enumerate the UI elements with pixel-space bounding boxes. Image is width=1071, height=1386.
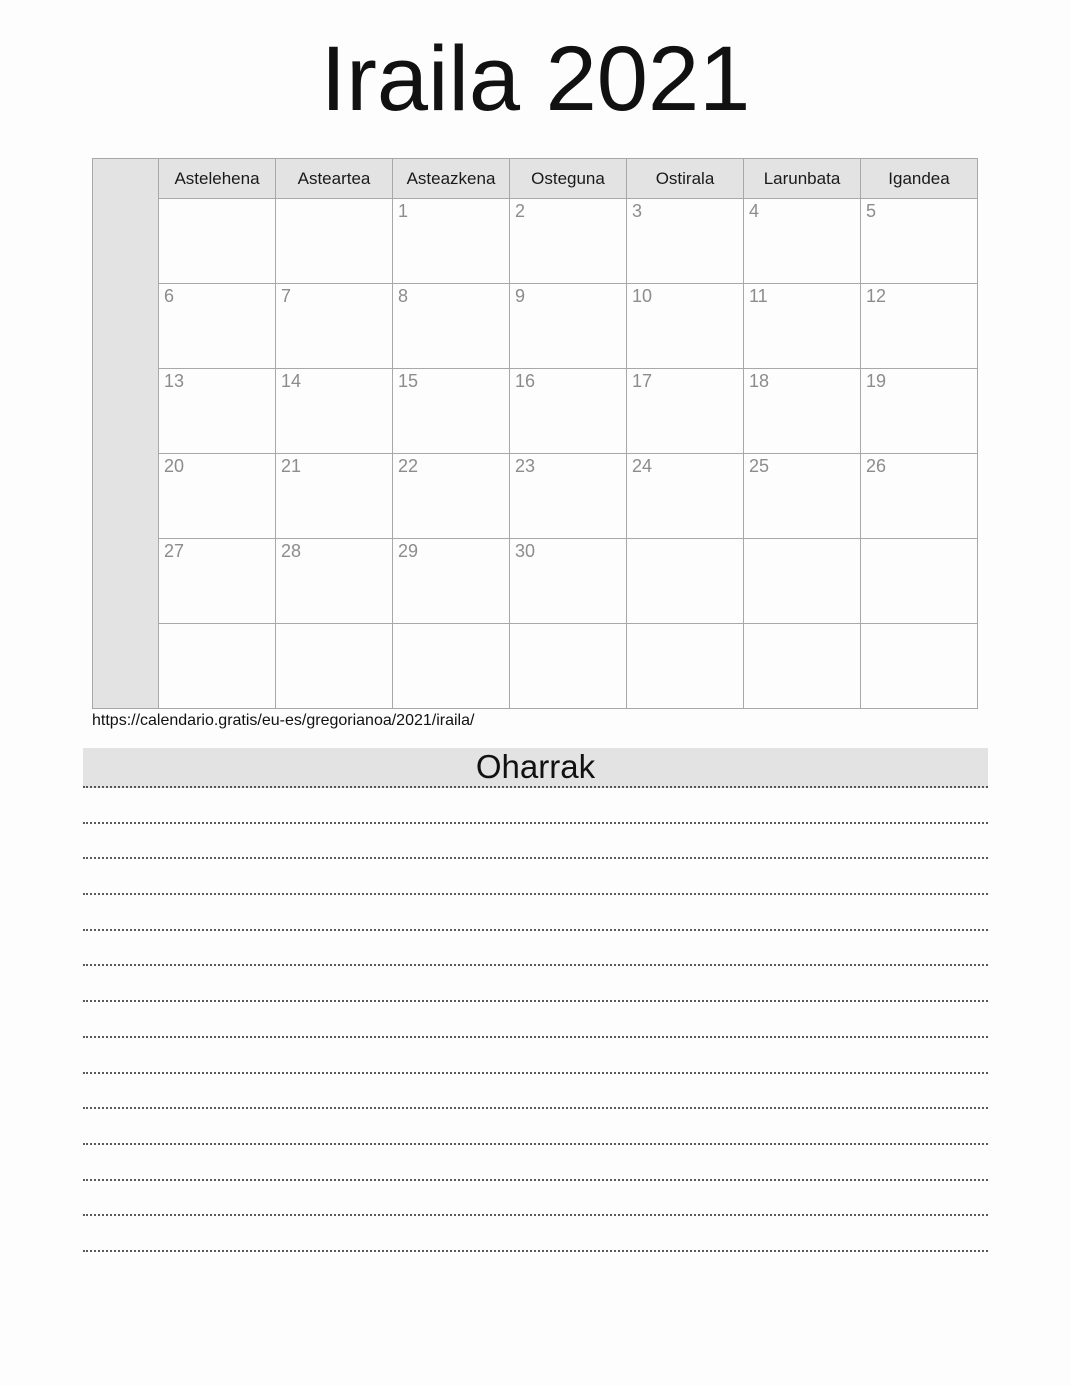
weekday-header-saturday: Larunbata: [744, 159, 861, 199]
calendar-day-cell: 13: [159, 369, 276, 454]
calendar-day-cell: 15: [393, 369, 510, 454]
calendar-day-cell: [159, 199, 276, 284]
notes-section: [83, 748, 988, 1252]
calendar-day-cell: 6: [159, 284, 276, 369]
calendar-day-cell: 2: [510, 199, 627, 284]
notes-line: [83, 788, 988, 824]
notes-line: [83, 824, 988, 860]
weekday-header-row: [93, 159, 978, 199]
notes-line: [83, 859, 988, 895]
calendar-week-row: [93, 199, 978, 284]
page-title: Iraila 2021: [320, 28, 751, 130]
notes-line: [83, 1038, 988, 1074]
calendar-day-cell: [393, 624, 510, 709]
calendar-day-cell: 20: [159, 454, 276, 539]
calendar-day-cell: 27: [159, 539, 276, 624]
calendar-table: [92, 158, 978, 709]
notes-line: [83, 931, 988, 967]
weekday-header-wednesday: Asteazkena: [393, 159, 510, 199]
calendar-day-cell: 16: [510, 369, 627, 454]
calendar-day-cell: 1: [393, 199, 510, 284]
calendar-day-cell: 8: [393, 284, 510, 369]
calendar-week-row: [93, 539, 978, 624]
calendar-day-cell: [276, 199, 393, 284]
notes-line: [83, 895, 988, 931]
calendar-side-gutter: [93, 159, 159, 709]
calendar-day-cell: 18: [744, 369, 861, 454]
calendar-day-cell: 10: [627, 284, 744, 369]
weekday-header-sunday: Igandea: [861, 159, 978, 199]
calendar-day-cell: 19: [861, 369, 978, 454]
notes-header: [83, 748, 988, 788]
calendar-day-cell: 25: [744, 454, 861, 539]
calendar-day-cell: [627, 624, 744, 709]
calendar-day-cell: [510, 624, 627, 709]
notes-line: [83, 966, 988, 1002]
calendar-day-cell: 23: [510, 454, 627, 539]
calendar-day-cell: 4: [744, 199, 861, 284]
calendar-day-cell: [159, 624, 276, 709]
calendar-day-cell: 11: [744, 284, 861, 369]
weekday-header-thursday: Osteguna: [510, 159, 627, 199]
notes-line: [83, 1216, 988, 1252]
calendar-day-cell: 17: [627, 369, 744, 454]
notes-line: [83, 1109, 988, 1145]
calendar-day-cell: 5: [861, 199, 978, 284]
calendar-week-row: [93, 369, 978, 454]
calendar-day-cell: 28: [276, 539, 393, 624]
calendar-day-cell: 9: [510, 284, 627, 369]
notes-line: [83, 1145, 988, 1181]
calendar-day-cell: 30: [510, 539, 627, 624]
calendar-day-cell: [861, 539, 978, 624]
calendar-day-cell: 14: [276, 369, 393, 454]
notes-line: [83, 1002, 988, 1038]
calendar-day-cell: [276, 624, 393, 709]
weekday-header-monday: Astelehena: [159, 159, 276, 199]
weekday-header-friday: Ostirala: [627, 159, 744, 199]
calendar-day-cell: [744, 624, 861, 709]
calendar-day-cell: 3: [627, 199, 744, 284]
calendar-week-row: [93, 454, 978, 539]
notes-line: [83, 1074, 988, 1110]
notes-title: Oharrak: [475, 748, 596, 785]
notes-line: [83, 1181, 988, 1217]
calendar-day-cell: 22: [393, 454, 510, 539]
calendar-day-cell: 26: [861, 454, 978, 539]
calendar-week-row: [93, 284, 978, 369]
calendar-day-cell: 7: [276, 284, 393, 369]
source-url-text: https://calendario.gratis/eu-es/gregorianoa/2021/iraila/: [92, 712, 475, 729]
calendar-day-cell: 12: [861, 284, 978, 369]
calendar-day-cell: 29: [393, 539, 510, 624]
calendar-day-cell: [627, 539, 744, 624]
calendar-day-cell: 21: [276, 454, 393, 539]
calendar-day-cell: 24: [627, 454, 744, 539]
weekday-header-tuesday: Asteartea: [276, 159, 393, 199]
calendar-day-cell: [861, 624, 978, 709]
calendar-week-row: [93, 624, 978, 709]
calendar-day-cell: [744, 539, 861, 624]
